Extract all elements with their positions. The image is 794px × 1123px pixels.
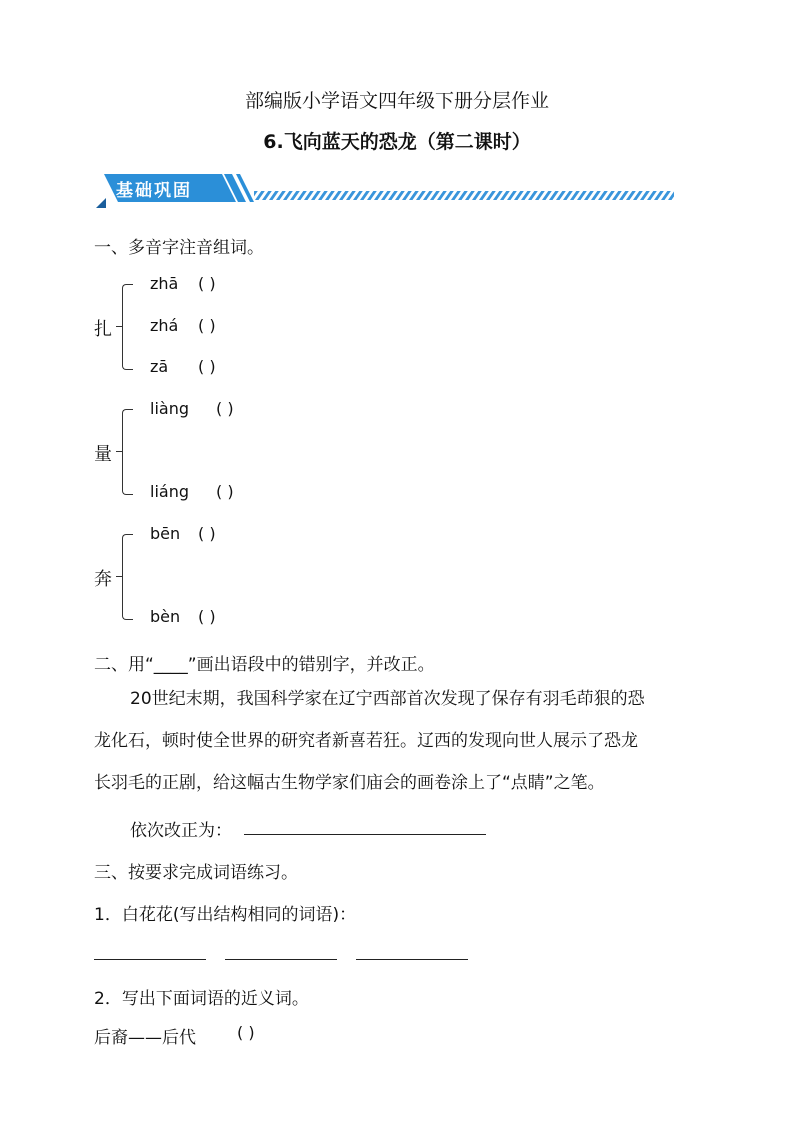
brace <box>122 284 133 370</box>
answer-paren[interactable]: ( ) <box>237 1023 255 1042</box>
pinyin-reading: liáng <box>150 482 189 501</box>
document-title: 部编版小学语文四年级下册分层作业 <box>244 90 549 112</box>
brace-point <box>116 576 122 577</box>
pinyin-reading: liàng <box>150 399 189 418</box>
pinyin-reading: zhā <box>150 274 179 293</box>
answer-paren[interactable]: ( ) <box>198 607 216 626</box>
answer-paren[interactable]: ( ) <box>198 274 216 293</box>
q3-heading: 三、按要求完成词语练习。 <box>94 863 298 883</box>
section-banner <box>94 170 678 212</box>
brace-point <box>116 451 122 452</box>
brace <box>122 534 133 620</box>
brace <box>122 409 133 495</box>
q1-heading: 一、多音字注音组词。 <box>94 238 264 258</box>
brace-point <box>116 326 122 327</box>
paragraph-line: 长羽毛的正剧，给这幅古生物学家们庙会的画卷涂上了“点睛”之笔。 <box>94 773 605 793</box>
paragraph-line: 20世纪末期，我国科学家在辽宁西部首次发现了保存有羽毛茚狠的恐 <box>130 689 645 709</box>
q2-heading: 二、用“____”画出语段中的错别字，并改正。 <box>94 655 435 675</box>
polyphone-char: 扎 <box>94 319 112 340</box>
pinyin-reading: bēn <box>150 524 181 543</box>
q3-item2: 2．写出下面词语的近义词。 <box>94 989 309 1009</box>
correction-answer-line[interactable] <box>244 834 486 835</box>
pinyin-reading: zhá <box>150 316 179 335</box>
pinyin-reading: zā <box>150 357 169 376</box>
answer-paren[interactable]: ( ) <box>198 524 216 543</box>
word-answer-line[interactable] <box>225 959 337 960</box>
lesson-title: 6.飞向蓝天的恐龙（第二课时） <box>263 131 531 153</box>
word-answer-line[interactable] <box>356 959 468 960</box>
synonym-pair: 后裔——后代 <box>94 1028 196 1048</box>
polyphone-char: 量 <box>94 444 112 465</box>
pinyin-reading: bèn <box>150 607 181 626</box>
answer-paren[interactable]: ( ) <box>216 482 234 501</box>
answer-paren[interactable]: ( ) <box>216 399 234 418</box>
correction-label: 依次改正为： <box>130 821 232 841</box>
section-banner-label: 基础巩固 <box>116 181 192 201</box>
q3-item1: 1．白花花(写出结构相同的词语)： <box>94 905 357 925</box>
paragraph-line: 龙化石，顿时使全世界的研究者新喜若狂。辽西的发现向世人展示了恐龙 <box>94 731 638 751</box>
polyphone-char: 奔 <box>94 569 112 590</box>
word-answer-line[interactable] <box>94 959 206 960</box>
answer-paren[interactable]: ( ) <box>198 357 216 376</box>
answer-paren[interactable]: ( ) <box>198 316 216 335</box>
